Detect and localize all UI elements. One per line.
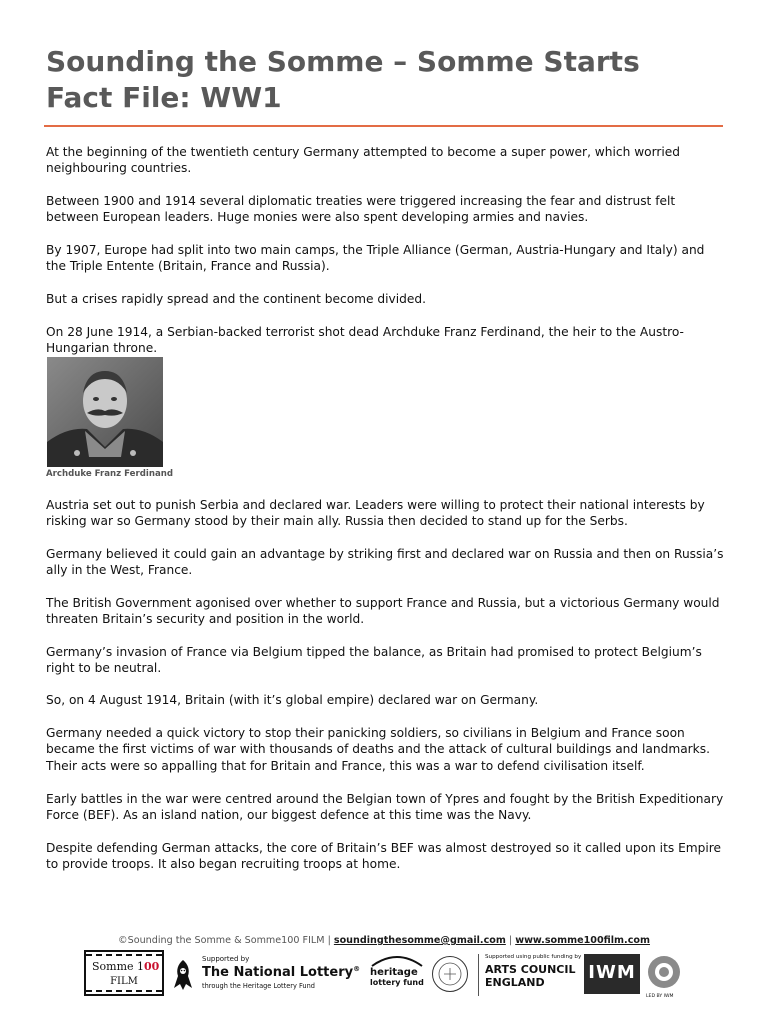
title-divider xyxy=(44,125,723,127)
paragraph-6: Austria set out to punish Serbia and declared war. Leaders were willing to protect their national interests by risking war so Germany stood by their main ally. Russia then decided to stand up for the Serbs. xyxy=(46,498,705,529)
paragraph-11: Germany needed a quick victory to stop their panicking soldiers, so civilians in Belgium and France soon became the first victims of war with thousands of deaths and the attack of cultural buildings and landmarks. Their acts were so appalling that for Britain and France, this was a war to defend civilisation itself. xyxy=(46,726,710,773)
somme100-film-logo xyxy=(84,950,164,996)
title-line-1: Sounding the Somme – Somme Starts xyxy=(46,45,640,78)
heritage-lottery-fund-logo xyxy=(368,954,426,994)
arts-council-seal-logo xyxy=(432,956,468,992)
lottery-hand-icon xyxy=(170,958,196,992)
paragraph-9: Germany’s invasion of France via Belgium tipped the balance, as Britain had promised to protect Belgium’s right to be neutral. xyxy=(46,645,702,676)
ace-small-text: Supported using public funding by xyxy=(485,954,582,960)
iwm-led-text: LED BY IWM xyxy=(646,994,674,999)
paragraph-3: By 1907, Europe had split into two main camps, the Triple Alliance (German, Austria-Hungary and Italy) and the Triple Entente (Britain, France and Russia). xyxy=(46,243,705,274)
lottery-registered-mark: ® xyxy=(353,965,361,973)
centenary-logo xyxy=(646,954,684,998)
ace-line-2: ENGLAND xyxy=(485,976,545,989)
paragraph-7: Germany believed it could gain an advantage by striking first and declared war on Russia and then on Russia’s ally in the West, France. xyxy=(46,547,724,578)
paragraph-10: So, on 4 August 1914, Britain (with it’s global empire) declared war on Germany. xyxy=(46,693,539,707)
paragraph-4: But a crises rapidly spread and the continent become divided. xyxy=(46,292,426,306)
somme100-digits: 00 xyxy=(144,960,160,973)
title-line-2: Fact File: WW1 xyxy=(46,81,282,114)
footer-separator: | xyxy=(327,935,331,946)
iwm-text: IWM xyxy=(588,962,636,983)
paragraph-12: Early battles in the war were centred around the Belgian town of Ypres and fought by the British Expeditionary Force (BEF). As an island nation, our biggest defence at this time was the Navy. xyxy=(46,792,724,823)
photo-caption: Archduke Franz Ferdinand xyxy=(46,469,174,479)
footer-website-link[interactable]: www.somme100film.com xyxy=(515,935,650,946)
paragraph-1: At the beginning of the twentieth century Germany attempted to become a super power, which worried neighbouring countries. xyxy=(46,145,681,176)
paragraph-5: On 28 June 1914, a Serbian-backed terrorist shot dead Archduke Franz Ferdinand, the heir to the Austro-Hungarian throne. xyxy=(46,325,684,356)
lottery-through-text: through the Heritage Lottery Fund xyxy=(202,982,315,990)
hlf-line-2: lottery fund xyxy=(370,978,424,987)
footer-credits xyxy=(0,935,768,946)
national-lottery-logo xyxy=(170,954,361,996)
footer-copyright: ©Sounding the Somme & Somme100 FILM xyxy=(118,935,325,946)
iwm-logo xyxy=(584,954,640,994)
hlf-line-1: heritage xyxy=(370,967,418,978)
archduke-photo xyxy=(47,357,163,467)
paragraph-2: Between 1900 and 1914 several diplomatic treaties were triggered increasing the fear and distrust felt between European leaders. Huge monies were also spent developing armies and navies. xyxy=(46,194,676,225)
somme100-top-text: Somme 1 xyxy=(92,960,145,973)
footer-separator: | xyxy=(508,935,513,946)
ace-line-1: ARTS COUNCIL xyxy=(485,963,576,976)
footer-email-link[interactable]: soundingthesomme@gmail.com xyxy=(333,935,506,946)
paragraph-8: The British Government agonised over whether to support France and Russia, but a victorious Germany would threaten Britain’s security and position in the world. xyxy=(46,596,720,627)
arts-council-england-logo xyxy=(478,954,585,996)
paragraph-13: Despite defending German attacks, the core of Britain’s BEF was almost destroyed so it called upon its Empire to provide troops. It also began recruiting troops at home. xyxy=(46,841,722,872)
lottery-name-text: The National Lottery xyxy=(202,965,354,980)
sponsor-logos xyxy=(84,950,684,1000)
page-title xyxy=(46,44,640,116)
lottery-supported-text: Supported by xyxy=(202,955,250,963)
somme100-film-text: FILM xyxy=(110,976,138,987)
